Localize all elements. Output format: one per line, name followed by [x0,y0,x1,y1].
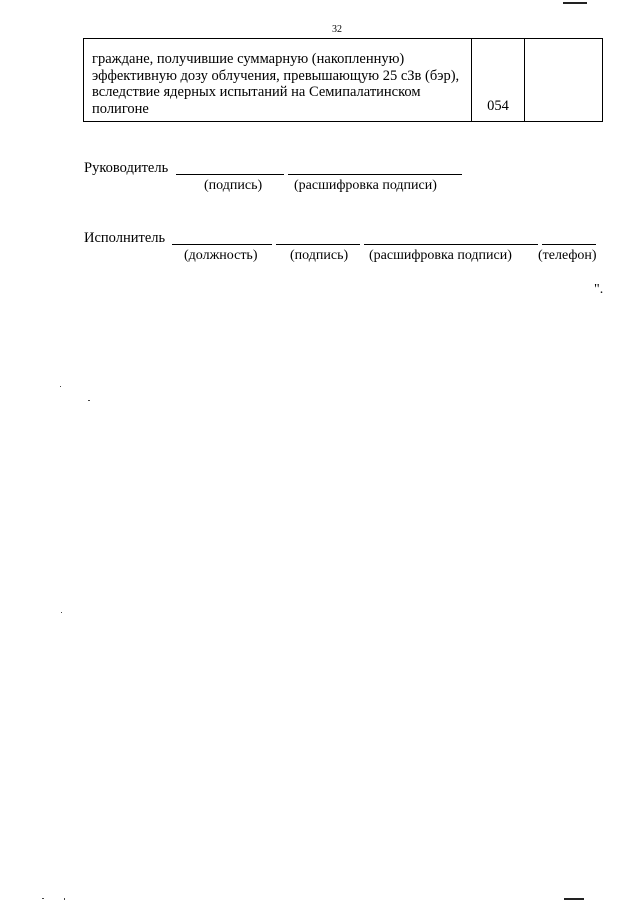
manager-name-caption: (расшифровка подписи) [294,178,437,193]
executor-phone-caption: (телефон) [538,248,597,263]
scan-speck [64,898,65,900]
executor-name-caption: (расшифровка подписи) [369,248,512,263]
executor-signature-line [276,244,360,245]
scan-speck [42,898,44,899]
form-table [83,38,603,122]
description-cell: граждане, получившие суммарную (накопленную) эффективную дозу облучения, превышающую 25 сЗв (бэр), вследствие ядерных испытаний на Семипалатинском полигоне [84,39,472,122]
closing-quote: ". [594,282,604,297]
value-cell [525,39,603,122]
manager-signature-line [176,174,284,175]
row-code-cell: 054 [472,39,525,122]
scan-speck [88,400,90,401]
manager-signature-caption: (подпись) [204,178,263,193]
executor-phone-line [542,244,596,245]
scan-speck [61,612,62,613]
manager-name-line [288,174,462,175]
executor-name-line [364,244,538,245]
page-number: 32 [332,24,342,35]
manager-label: Руководитель [84,160,169,176]
scan-corner-mark [564,898,584,900]
scan-speck [60,386,61,387]
table-row [84,39,603,122]
executor-label: Исполнитель [84,230,166,246]
executor-position-line [172,244,272,245]
executor-signature-caption: (подпись) [290,248,349,263]
executor-position-caption: (должность) [184,248,258,263]
scan-corner-mark [563,2,587,4]
